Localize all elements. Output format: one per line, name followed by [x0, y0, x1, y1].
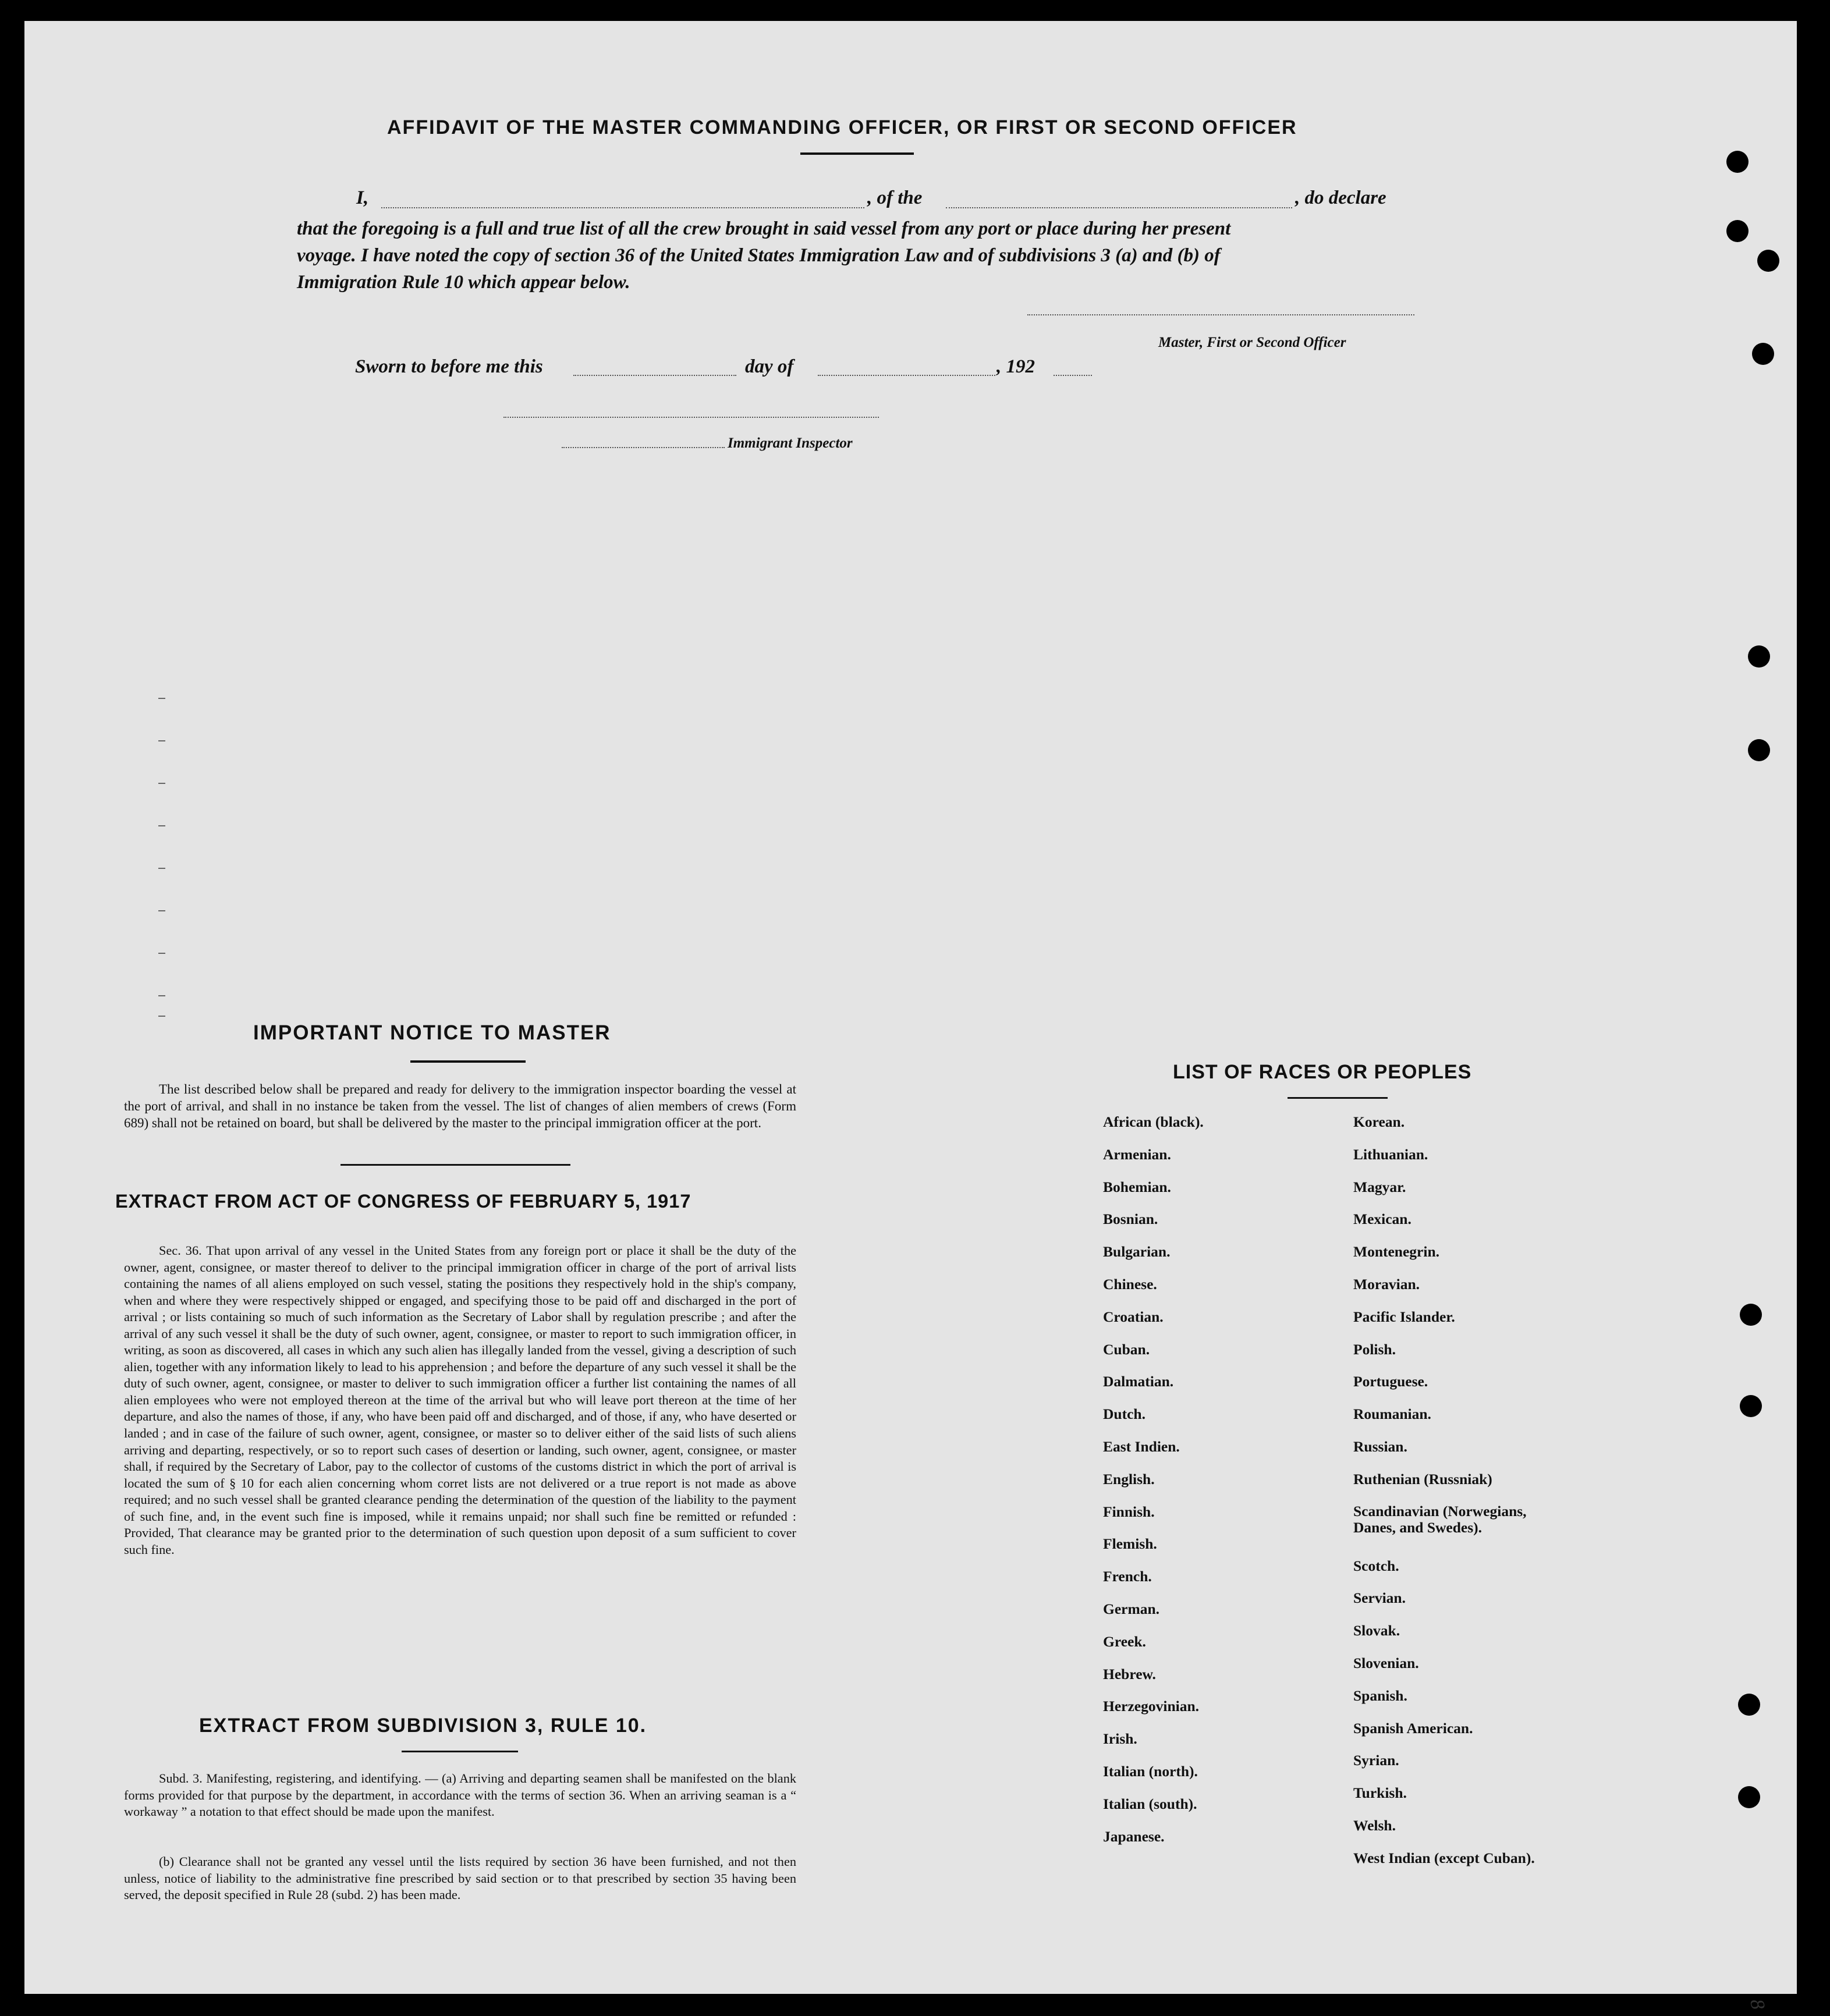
race-item: English. [1103, 1470, 1155, 1488]
race-item: Slovenian. [1353, 1654, 1419, 1671]
race-item: Spanish. [1353, 1687, 1407, 1704]
race-item: Lithuanian. [1353, 1145, 1428, 1163]
race-item: Scotch. [1353, 1557, 1399, 1574]
race-item: Flemish. [1103, 1535, 1157, 1553]
race-item: Scandinavian (Norwegians, Danes, and Swedes). [1353, 1502, 1527, 1536]
margin-dash [158, 953, 165, 954]
declaration-text [297, 215, 1230, 296]
rule-title-rule [402, 1751, 518, 1752]
race-item: Greek. [1103, 1632, 1146, 1650]
race-item: Syrian. [1353, 1752, 1399, 1769]
act-title: EXTRACT FROM ACT OF CONGRESS OF FEBRUARY 5, 1917 [115, 1191, 691, 1212]
race-item: Slovak. [1353, 1622, 1400, 1639]
day-of-text: day of [745, 356, 794, 377]
sworn-year-field[interactable] [1054, 375, 1092, 376]
declaration-text-1: that the foregoing is a full and true list of all the crew brought in said vessel from any port or place during her present [297, 218, 1231, 239]
race-item: African (black). [1103, 1113, 1204, 1130]
master-signature-field[interactable] [1027, 314, 1414, 315]
race-item: Magyar. [1353, 1178, 1406, 1195]
race-item: Servian. [1353, 1589, 1406, 1607]
margin-dash [158, 783, 165, 784]
notice-rule [410, 1060, 526, 1063]
rule-para-a: Subd. 3. Manifesting, registering, and identifying. — (a) Arriving and departing seamen shall be manifested on the blank forms provided for that purpose by the department, in accordance with the terms of section 36. When an arriving seaman is a “ workaway ” a notation to that effect should be made upon the manifest. [124, 1771, 796, 1819]
punch-hole [1738, 1694, 1760, 1716]
punch-hole [1726, 151, 1749, 173]
punch-hole [1748, 739, 1770, 761]
race-item: Roumanian. [1353, 1405, 1431, 1423]
punch-hole [1752, 343, 1774, 365]
race-item: Bohemian. [1103, 1178, 1171, 1195]
title-rule [800, 152, 914, 155]
race-item: Chinese. [1103, 1275, 1157, 1293]
race-item: Japanese. [1103, 1827, 1165, 1845]
race-item: Korean. [1353, 1113, 1405, 1130]
margin-dash [158, 825, 165, 826]
race-item: German. [1103, 1600, 1160, 1617]
races-title: LIST OF RACES OR PEOPLES [1173, 1061, 1472, 1083]
declare-i: I, [356, 187, 369, 208]
race-item: Armenian. [1103, 1145, 1171, 1163]
punch-hole [1757, 250, 1779, 272]
races-left-column [1103, 1113, 1204, 1860]
race-item: Dalmatian. [1103, 1373, 1174, 1390]
race-item: Finnish. [1103, 1503, 1155, 1520]
punch-hole [1740, 1304, 1762, 1326]
punch-hole [1740, 1395, 1762, 1417]
punch-hole [1748, 645, 1770, 668]
act-text: Sec. 36. That upon arrival of any vessel in the United States from any foreign port or place it shall be the duty of the owner, agent, consignee, or master thereof to deliver to the principal immigration officer in charge of the port of arrival lists containing the names of all aliens employed on such vessel, stating the positions they respectively hold in the ship's company, when and where they were respectively shipped or engaged, and specifying those to be paid off and discharged in the port of arrival ; or lists containing so much of such information as the Secretary of Labor shall by regulation prescribe ; and after the arrival of any such vessel it shall be the duty of such owner, agent, consignee, or master to report to such immigration officer, in writing, as soon as discovered, all cases in which any such alien has illegally landed from the vessel, giving a description of such alien, together with any information likely to lead to his apprehension ; and before the departure of any such vessel it shall be the duty of such owner, agent, consignee, or master to deliver to such immigration officer a further list containing the names of all alien employees who were not employed thereon at the time of the arrival but who will leave port thereon at the time of her departure, and also the names of those, if any, who have been paid off and discharged, and of those, if any, who have deserted or landed ; and in case of the failure of such owner, agent, consignee, or master so to deliver either of the said lists of such aliens arriving and departing, respectively, or so to report such cases of desertion or landing, such owner, agent, consignee, or master shall, if required by the Secretary of Labor, pay to the collector of customs of the customs district in which the port of arrival is located the sum of § 10 for each alien concerning whom corret lists are not delivered or a true report is not made as above required; and no such vessel shall be granted clearance pending the determination of the question of the liability to the payment of such fine, and, in the event such fine is imposed, while it remains unpaid; nor shall such fine be remitted or refunded : Provided, That clearance may be granted prior to the determination of such question upon deposit of a sum sufficient to cover such fine. [124, 1243, 796, 1557]
sworn-text: Sworn to before me this [355, 356, 543, 377]
do-declare: , do declare [1295, 187, 1386, 208]
margin-dash [158, 995, 165, 996]
punch-hole [1738, 1786, 1760, 1808]
notice-text: The list described below shall be prepared and ready for delivery to the immigration inspector boarding the vessel at the port of arrival, and shall in no instance be taken from the vessel. The list of changes of alien members of crews (Form 689) shall not be retained on board, but shall be delivered by the master to the principal immigration officer at the port. [124, 1082, 796, 1130]
vessel-name-field[interactable] [946, 207, 1292, 208]
race-item: Herzegovinian. [1103, 1698, 1200, 1715]
of-the: , of the [867, 187, 923, 208]
inspector-caption: Immigrant Inspector [728, 435, 853, 451]
race-item: Portuguese. [1353, 1373, 1428, 1390]
race-item: Irish. [1103, 1730, 1137, 1748]
race-item: Dutch. [1103, 1405, 1145, 1423]
punch-hole [1726, 220, 1749, 242]
race-item: Hebrew. [1103, 1665, 1156, 1683]
affidavit-title: AFFIDAVIT OF THE MASTER COMMANDING OFFICER, OR FIRST OR SECOND OFFICER [387, 116, 1297, 139]
race-item: Spanish American. [1353, 1719, 1473, 1737]
declaration-text-2: voyage. I have noted the copy of section 36 of the United States Immigration Law and of subdivisions 3 (a) and (b) of [297, 245, 1221, 266]
race-item: Croatian. [1103, 1308, 1164, 1325]
rule-title: EXTRACT FROM SUBDIVISION 3, RULE 10. [199, 1715, 647, 1737]
races-rule [1288, 1097, 1388, 1099]
margin-dash [158, 910, 165, 911]
master-name-field[interactable] [381, 207, 864, 208]
race-item: Montenegrin. [1353, 1243, 1440, 1261]
rule-para-b: (b) Clearance shall not be granted any vessel until the lists required by section 36 have been furnished, and not then unless, notice of liability to the administrative fine prescribed by said section or to that prescribed by section 35 having been served, the deposit specified in Rule 28 (subd. 2) has been made. [124, 1854, 796, 1902]
race-item: Mexican. [1353, 1211, 1411, 1228]
race-item: Bosnian. [1103, 1211, 1158, 1228]
race-item: Bulgarian. [1103, 1243, 1171, 1261]
race-item: Polish. [1353, 1340, 1396, 1358]
year-text: , 192 [996, 356, 1035, 377]
notice-title: IMPORTANT NOTICE TO MASTER [253, 1021, 611, 1044]
margin-dash [158, 698, 165, 699]
race-item: Turkish. [1353, 1784, 1407, 1802]
margin-dash [158, 1016, 165, 1017]
race-item: East Indien. [1103, 1438, 1180, 1455]
race-item: Cuban. [1103, 1340, 1150, 1358]
notice-bottom-rule [341, 1164, 570, 1166]
race-item: Ruthenian (Russniak) [1353, 1470, 1492, 1488]
race-item: French. [1103, 1568, 1152, 1585]
sworn-month-field[interactable] [818, 375, 995, 376]
sworn-day-field[interactable] [573, 375, 736, 376]
race-item: Pacific Islander. [1353, 1308, 1455, 1325]
declaration-text-3: Immigration Rule 10 which appear below. [297, 272, 630, 293]
race-item: Italian (south). [1103, 1795, 1197, 1812]
race-item: Italian (north). [1103, 1762, 1198, 1780]
race-item: West Indian (except Cuban). [1353, 1849, 1535, 1866]
inspector-signature-field[interactable] [503, 417, 879, 418]
corner-mark: 8 [1746, 1997, 1769, 2011]
race-item: Russian. [1353, 1438, 1407, 1455]
race-item: Moravian. [1353, 1275, 1420, 1293]
margin-dash [158, 740, 165, 741]
race-item: Welsh. [1353, 1816, 1396, 1834]
races-right-column [1353, 1113, 1569, 1882]
inspector-name-dots [562, 447, 725, 448]
margin-dash [158, 868, 165, 869]
master-caption: Master, First or Second Officer [1158, 335, 1346, 350]
